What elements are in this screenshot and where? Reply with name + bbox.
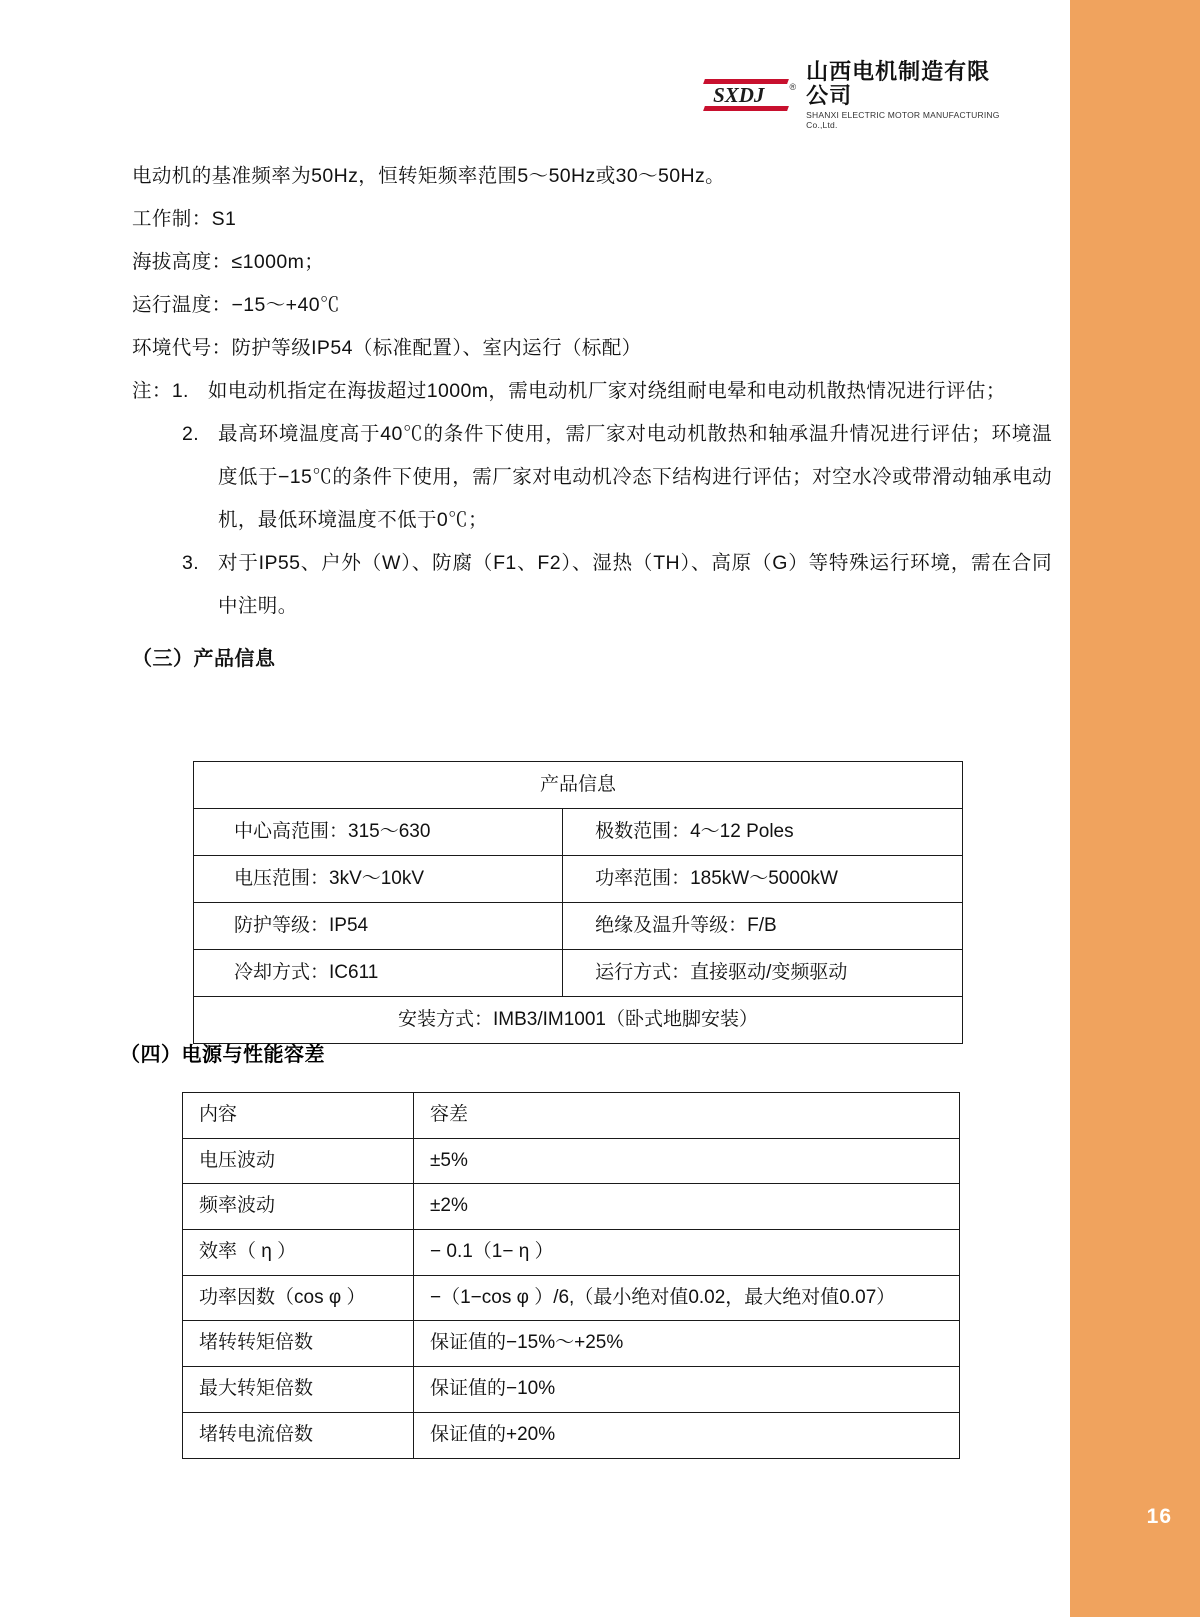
cell-voltage-range: 电压范围：3kV～10kV: [194, 856, 563, 903]
cell-item: 堵转转矩倍数: [183, 1321, 414, 1367]
table-header-row: [183, 1093, 960, 1139]
cell-tolerance: 保证值的−15%～+25%: [414, 1321, 960, 1367]
table-row: [194, 997, 963, 1044]
table-caption: 产品信息: [194, 762, 963, 809]
company-name-cn: 山西电机制造有限公司: [806, 58, 991, 109]
cell-protection-class: 防护等级：IP54: [194, 903, 563, 950]
paragraph-environment-code: 环境代号：防护等级IP54（标准配置）、室内运行（标配）: [132, 337, 642, 359]
logo-mark-icon: [700, 78, 778, 112]
note-number: 3.: [182, 552, 200, 574]
note-text: 如电动机指定在海拔超过1000m，需电动机厂家对绕组耐电晕和电动机散热情况进行评估；: [207, 380, 1006, 402]
tolerance-table: [182, 1092, 960, 1459]
note-item: [182, 413, 1052, 542]
note-item: [182, 542, 1052, 628]
cell-item: 效率（ η ）: [183, 1230, 414, 1276]
cell-center-height: 中心高范围：315～630: [194, 809, 563, 856]
cell-mounting-method: 安装方式：IMB3/IM1001（卧式地脚安装）: [194, 997, 963, 1044]
paragraph-frequency: 电动机的基准频率为50Hz，恒转矩频率范围5～50Hz或30～50Hz。: [132, 165, 726, 187]
section-heading-product-info: （三）产品信息: [132, 648, 276, 670]
registered-mark-icon: ®: [789, 82, 797, 92]
cell-item: 最大转矩倍数: [183, 1367, 414, 1413]
cell-poles: 极数范围：4～12 Poles: [563, 809, 963, 856]
cell-item: 功率因数（cos φ ）: [183, 1275, 414, 1321]
table-row: [183, 1230, 960, 1276]
page-side-bar: [1070, 0, 1200, 1617]
table-row: [183, 1275, 960, 1321]
section-heading-tolerance: （四）电源与性能容差: [120, 1044, 325, 1066]
cell-insulation-class: 绝缘及温升等级：F/B: [563, 903, 963, 950]
note-text: 对于IP55、户外（W）、防腐（F1、F2）、湿热（TH）、高原（G）等特殊运行环境，需在合同中注明。: [218, 552, 1052, 617]
table-row: [183, 1412, 960, 1458]
cell-operation-mode: 运行方式：直接驱动/变频驱动: [563, 950, 963, 997]
note-number: 1.: [171, 380, 189, 402]
note-number: 2.: [182, 423, 200, 445]
note-label: 注：: [132, 380, 172, 402]
document-body: [132, 155, 1052, 671]
note-text: 最高环境温度高于40℃的条件下使用，需厂家对电动机散热和轴承温升情况进行评估；环境温度低于−15℃的条件下使用，需厂家对电动机冷态下结构进行评估；对空水冷或带滑动轴承电动机，最低环境温度不低于0℃；: [218, 423, 1052, 531]
column-header-tolerance: 容差: [414, 1093, 960, 1139]
note-item: [132, 370, 1052, 413]
table-row: [194, 809, 963, 856]
company-logo: [700, 58, 1000, 130]
cell-tolerance: − 0.1（1− η ）: [414, 1230, 960, 1276]
cell-item: 频率波动: [183, 1184, 414, 1230]
logo-acronym: SXDJ: [713, 82, 765, 107]
cell-cooling-method: 冷却方式：IC611: [194, 950, 563, 997]
table-row: [183, 1367, 960, 1413]
table-row: [194, 903, 963, 950]
page-number: 16: [1146, 1505, 1172, 1528]
table-row: [183, 1184, 960, 1230]
table-row: [194, 950, 963, 997]
cell-tolerance: ±5%: [414, 1138, 960, 1184]
cell-item: 电压波动: [183, 1138, 414, 1184]
company-name-en: SHANXI ELECTRIC MOTOR MANUFACTURING Co.,Ltd.: [806, 110, 1000, 130]
paragraph-temperature: 运行温度：−15～+40℃: [132, 294, 340, 316]
paragraph-altitude: 海拔高度：≤1000m；: [132, 251, 325, 273]
cell-tolerance: 保证值的+20%: [414, 1412, 960, 1458]
table-row: [183, 1321, 960, 1367]
cell-tolerance: ±2%: [414, 1184, 960, 1230]
company-name-block: [806, 60, 1000, 130]
paragraph-duty: 工作制：S1: [132, 208, 237, 230]
table-row: [194, 856, 963, 903]
cell-tolerance: −（1−cos φ ）/6,（最小绝对值0.02，最大绝对值0.07）: [414, 1275, 960, 1321]
product-info-table: [193, 761, 963, 1044]
cell-power-range: 功率范围：185kW～5000kW: [563, 856, 963, 903]
column-header-item: 内容: [183, 1093, 414, 1139]
table-row: [194, 762, 963, 809]
cell-tolerance: 保证值的−10%: [414, 1367, 960, 1413]
cell-item: 堵转电流倍数: [183, 1412, 414, 1458]
table-row: [183, 1138, 960, 1184]
